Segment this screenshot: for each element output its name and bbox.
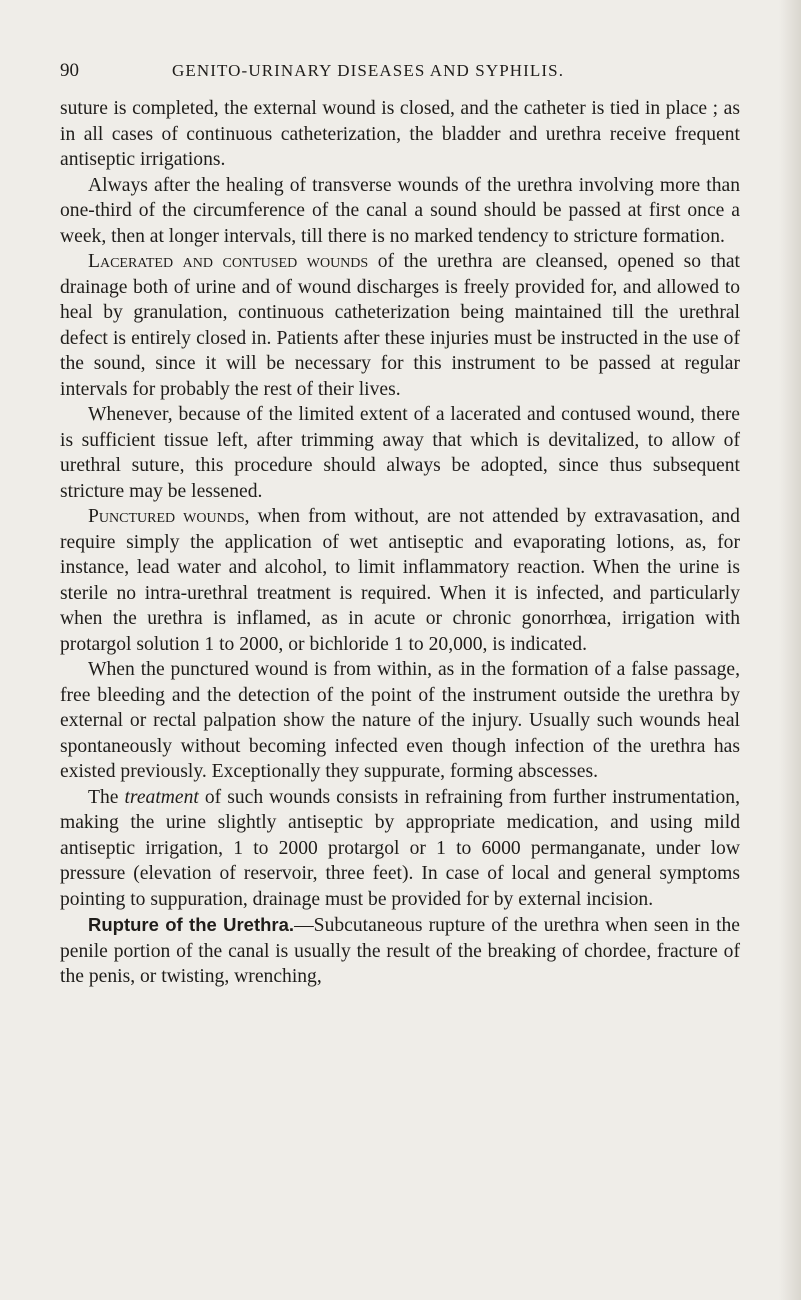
section-heading: Rupture of the Urethra. xyxy=(88,914,295,935)
body-text xyxy=(60,96,740,990)
running-head: GENITO-URINARY DISEASES AND SYPHILIS. xyxy=(172,61,565,80)
paragraph-treatment xyxy=(60,785,740,913)
paragraph-text: of the urethra are cleansed, opened so that drainage both of urine and of wound discharges is freely provided for, and allowed to heal by granulation, continuous catheterization being maintained till the urethral defect is entirely closed in. Patients after these injuries must be instructed in the use of the sound, since it will be necessary for this instrument to be passed at regular intervals for probably the rest of their lives. xyxy=(60,251,741,400)
page-edge-shadow xyxy=(779,0,801,1300)
paragraph-text: Always after the healing of transverse wounds of the urethra involving more than one-third of the circumference of the canal a sound should be passed at first once a week, then at longer intervals, till there is no marked tendency to stricture formation. xyxy=(60,174,740,247)
page-number: 90 xyxy=(60,60,79,81)
paragraph-sound-passage xyxy=(60,173,740,250)
paragraph-emphasis: treatment xyxy=(124,786,199,808)
paragraph-urethral-suture xyxy=(60,402,740,504)
paragraph-text: The xyxy=(88,786,125,808)
paragraph-rupture xyxy=(60,912,740,990)
paragraph-text: Whenever, because of the limited extent of a lacerated and contused wound, there is sufficient tissue left, after trimming away that which is devitalized, to allow of urethral suture, this procedure should always be adopted, since thus subsequent stricture may be lessened. xyxy=(60,404,740,502)
paragraph-text: suture is completed, the external wound is closed, and the catheter is tied in place ; as in all cases of continuous catheterization, the bladder and urethra receive frequent antiseptic irrigations. xyxy=(60,98,740,170)
paragraph-punctured-from-within xyxy=(60,657,740,785)
paragraph-text: , when from without, are not attended by extravasation, and require simply the application of wet antiseptic and evaporating lotions, as, for instance, lead water and alcohol, to limit inflammatory reaction. When the urine is sterile no intra-urethral treatment is required. When it is infected, and particularly when the urethra is inflamed, as in acute or chronic gonorrhœa, irrigation with protargol solution 1 to 2000, or bichloride 1 to 20,000, is indicated. xyxy=(60,506,740,655)
paragraph-lead-term: Punctured wounds xyxy=(88,506,245,527)
paragraph-text: When the punctured wound is from within, as in the formation of a false passage, free bleeding and the detection of the point of the instrument outside the urethra by external or rectal palpation show the nature of the injury. Usually such wounds heal spontaneously without becoming infected even though infection of the urethra has existed previously. Exceptionally they suppurate, forming abscesses. xyxy=(60,659,740,782)
paragraph-text: of such wounds consists in refraining from further instrumentation, making the urine slightly antiseptic by appropriate medication, and using mild antiseptic irrigation, 1 to 2000 protargol or 1 to 6000 permanganate, under low pressure (elevation of reservoir, three feet). In case of local and general symptoms pointing to suppuration, drainage must be provided for by external incision. xyxy=(60,786,740,910)
paragraph-punctured-wounds xyxy=(60,504,740,657)
paragraph-lead-term: Lacerated and contused wounds xyxy=(88,251,369,272)
paragraph-lacerated-wounds xyxy=(60,249,740,402)
paragraph-continuation xyxy=(60,96,740,173)
page-header xyxy=(60,60,740,84)
paragraph-text: —Subcutaneous rupture of the urethra when seen in the penile portion of the canal is usually the result of the breaking of chordee, fracture of the penis, or twisting, wrenching, xyxy=(60,915,741,987)
